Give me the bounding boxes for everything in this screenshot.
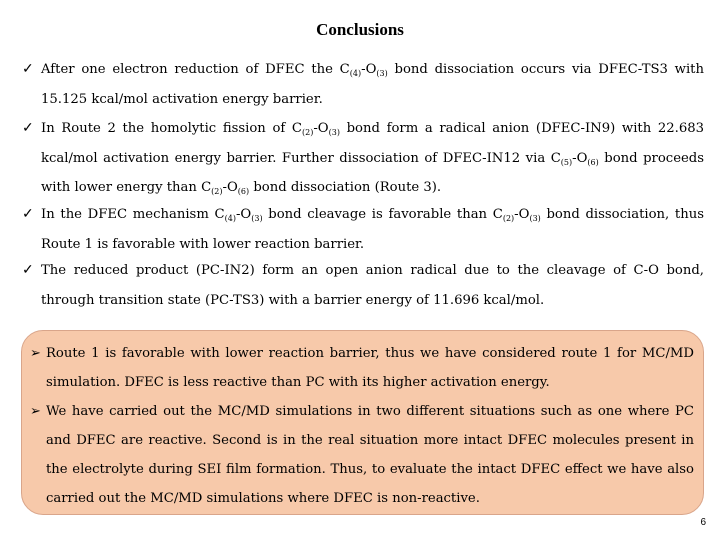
- check-icon: ✓: [22, 206, 34, 222]
- check-icon: ✓: [22, 262, 34, 278]
- arrow-bullet-icon: ➢: [30, 404, 41, 419]
- conclusion-text-4: The reduced product (PC-IN2) form an open anion radical due to the cleavage of C-O bond, through transition state (PC-TS3) with a barrier energy of 11.696 kcal/mol.: [41, 263, 704, 308]
- panel-item-2: [30, 397, 694, 513]
- conclusion-item-4: [22, 256, 704, 315]
- conclusion-text-1: After one electron reduction of DFEC the $C_{(4)}-O_{(3)}$ bond dissociation occurs via DFEC-TS3 with 15.125 kcal/mol activation energy barrier.: [41, 62, 704, 107]
- conclusion-text-3: In the DFEC mechanism $C_{(4)}-O_{(3)}$ bond cleavage is favorable than $C_{(2)}-O_{(3)}$ bond dissociation, thus Route 1 is favorable with lower reaction barrier.: [41, 207, 704, 252]
- check-icon: ✓: [22, 61, 34, 77]
- panel-text-1: Route 1 is favorable with lower reaction barrier, thus we have considered route 1 for MC/MD simulation. DFEC is less reactive than PC with its higher activation energy.: [46, 346, 694, 390]
- arrow-bullet-icon: ➢: [30, 346, 41, 361]
- conclusion-item-1: [22, 55, 704, 114]
- highlight-panel: [21, 330, 704, 515]
- conclusion-item-3: [22, 200, 704, 259]
- slide-title: Conclusions: [316, 20, 404, 39]
- conclusion-text-2: In Route 2 the homolytic fission of $C_{(2)}-O_{(3)}$ bond form a radical anion (DFEC-IN9) with 22.683 kcal/mol activation energy barrier. Further dissociation of DFEC-IN12 via $C_{(5)}-O_{(6)}$ bond proceeds with lower energy than $C_{(2)}-O_{(6)}$ bond dissociation (Route 3).: [41, 121, 705, 196]
- page-number: 6: [700, 517, 706, 528]
- conclusion-item-2: [22, 114, 704, 203]
- panel-text-2: We have carried out the MC/MD simulations in two different situations such as one where PC and DFEC are reactive. Second is in the real situation more intact DFEC molecules present in the electrolyte during SEI film formation. Thus, to evaluate the intact DFEC effect we have also carried out the MC/MD simulations where DFEC is non-reactive.: [46, 404, 694, 506]
- check-icon: ✓: [22, 120, 34, 136]
- panel-item-1: [30, 339, 694, 397]
